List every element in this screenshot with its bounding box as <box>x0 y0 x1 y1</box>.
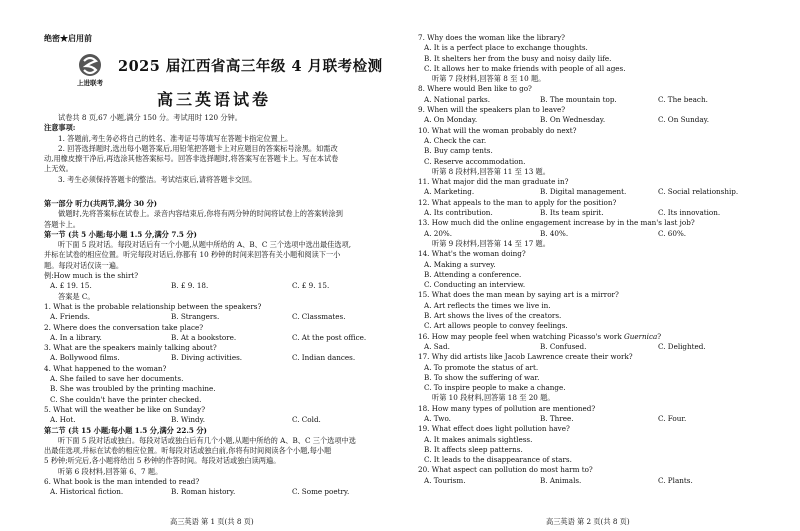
question-12: 12. What appeals to the man to apply for the position? <box>418 197 617 207</box>
option: A. Sad. <box>424 341 450 351</box>
note-line: 上无效。 <box>44 164 73 174</box>
q1-options <box>44 312 396 322</box>
option: A. Making a survey. <box>424 259 496 269</box>
listening-instruction: 听第 8 段材料,回答第 11 至 13 题。 <box>432 166 550 176</box>
option: C. The beach. <box>658 94 708 104</box>
option: C. She couldn't have the printer checked. <box>50 394 202 404</box>
q2-options <box>44 333 396 343</box>
question-4: 4. What happened to the woman? <box>44 363 167 373</box>
page-footer-left: 高三英语 第 1 页(共 8 页) <box>170 517 254 526</box>
option: A. Friends. <box>50 312 90 322</box>
q16-end: ? <box>657 331 662 341</box>
question-9: 9. When will the speakers plan to leave? <box>418 105 566 115</box>
option: C. Social relationship. <box>658 187 739 197</box>
option: C. Plants. <box>658 475 693 485</box>
question-2: 2. Where does the conversation take place? <box>44 322 204 332</box>
option: A. Two. <box>424 413 451 423</box>
option: C. At the post office. <box>292 332 367 342</box>
option: C. Some poetry. <box>292 487 350 497</box>
option: C. Reserve accommodation. <box>424 156 526 166</box>
section2-heading: 第二节 (共 15 小题;每小题 1.5 分,满分 22.5 分) <box>44 425 207 435</box>
option: B. Digital management. <box>540 187 627 197</box>
option: A. It makes animals sightless. <box>424 434 533 444</box>
q16-options <box>418 342 790 352</box>
section2-desc: 5 秒钟;听完后,各小题将给出 5 秒钟的作答时间。每段对话或独白读两遍。 <box>44 456 281 466</box>
example-question: 例:How much is the shirt? <box>44 271 139 281</box>
q12-options <box>418 208 790 218</box>
option: C. On Sunday. <box>658 115 710 125</box>
section1-desc: 并标在试卷的相应位置。听完每段对话后,你都有 10 秒钟的时间来回答有关小题和阅读下一小 <box>44 250 341 260</box>
option: B. Diving activities. <box>171 353 243 363</box>
question-6: 6. What book is the man intended to read? <box>44 477 200 487</box>
q9-options <box>418 115 790 125</box>
question-15: 15. What does the man mean by saying art is a mirror? <box>418 290 619 300</box>
section1-heading: 第一节 (共 5 小题;每小题 1.5 分,满分 7.5 分) <box>44 229 197 239</box>
q5-options <box>44 415 396 425</box>
listening-instruction: 听第 9 段材料,回答第 14 至 17 题。 <box>432 238 550 248</box>
option: B. £ 9. 18. <box>171 281 209 291</box>
q20-options <box>418 476 790 486</box>
q11-options <box>418 187 790 197</box>
option: A. Historical fiction. <box>50 487 124 497</box>
question-7: 7. Why does the woman like the library? <box>418 33 566 42</box>
option: B. At a bookstore. <box>171 332 237 342</box>
question-16 <box>418 332 790 342</box>
option: A. National parks. <box>424 94 490 104</box>
notes-heading: 注意事项: <box>44 123 76 133</box>
note-line: 1. 答题前,考生务必将自己的姓名、准考证号等填写在答题卡指定位置上。 <box>58 133 293 143</box>
q13-options <box>418 229 790 239</box>
option: C. Cold. <box>292 415 321 425</box>
question-14: 14. What's the woman doing? <box>418 249 526 259</box>
example-options <box>44 281 396 291</box>
option: A. Tourism. <box>424 475 466 485</box>
option: B. Animals. <box>540 475 582 485</box>
section1-desc: 题。每段对话仅读一遍。 <box>44 260 124 270</box>
option: B. She was troubled by the printing machine. <box>50 384 216 394</box>
option: B. On Wednesday. <box>540 115 606 125</box>
option: B. Roman history. <box>171 487 236 497</box>
question-17: 17. Why did artists like Jacob Lawrence create their work? <box>418 352 633 362</box>
option: A. It is a perfect place to exchange thoughts. <box>424 43 588 53</box>
option: A. £ 19. 15. <box>50 281 92 291</box>
option: A. Marketing. <box>424 187 475 197</box>
artwork-title: Guernica <box>623 331 658 341</box>
option: C. Art allows people to convey feelings. <box>424 321 568 331</box>
q3-options <box>44 353 396 363</box>
part1-desc: 做题时,先将答案标在试卷上。录音内容结束后,你将有两分钟的时间将试卷上的答案转涂到 <box>58 209 343 219</box>
option: A. Its contribution. <box>424 208 493 218</box>
option: B. It affects sleep patterns. <box>424 444 523 454</box>
option: C. Indian dances. <box>292 353 356 363</box>
option: B. Buy camp tents. <box>424 146 493 156</box>
option: B. To show the suffering of war. <box>424 372 540 382</box>
question-13: 13. How much did the online engagement increase by in the man's last job? <box>418 218 695 228</box>
option: B. Confused. <box>540 341 587 351</box>
question-19: 19. What effect does light pollution have? <box>418 424 570 434</box>
part1-heading: 第一部分 听力(共两节,满分 30 分) <box>44 199 158 208</box>
option: B. 40%. <box>540 228 569 238</box>
exam-info: 试卷共 8 页,67 小题,满分 150 分。考试用时 120 分钟。 <box>58 113 242 122</box>
option: B. Art shows the lives of the creators. <box>424 311 562 321</box>
option: B. Attending a conference. <box>424 269 522 279</box>
option: C. It allows her to make friends with people of all ages. <box>424 63 626 73</box>
q16-text: 16. How may people feel when watching Picasso's work <box>418 331 624 341</box>
publisher-logo-icon <box>74 52 106 88</box>
option: A. 20%. <box>424 228 453 238</box>
example-answer: 答案是 C。 <box>58 291 95 301</box>
note-line: 3. 考生必须保持答题卡的整洁。考试结束后,请将答题卡交回。 <box>58 174 257 184</box>
option: C. 60%. <box>658 228 687 238</box>
option: C. Four. <box>658 413 687 423</box>
question-1: 1. What is the probable relationship between the speakers? <box>44 301 262 311</box>
instructions-block <box>44 113 396 185</box>
question-10: 10. What will the woman probably do next? <box>418 125 577 135</box>
question-3: 3. What are the speakers mainly talking about? <box>44 343 217 353</box>
option: B. Three. <box>540 413 574 423</box>
section2-desc: 听下面 5 段对话或独白。每段对话或独白后有几个小题,从题中所给的 A、B、C 三个选项中选 <box>58 435 356 445</box>
question-11: 11. What major did the man graduate in? <box>418 177 569 187</box>
q8-options <box>418 95 790 105</box>
option: C. Conducting an interview. <box>424 280 526 290</box>
note-line: 2. 回答选择题时,选出每小题答案后,用铅笔把答题卡上对应题目的答案标号涂黑。如需改 <box>58 143 338 153</box>
question-5: 5. What will the weather be like on Sunday? <box>44 404 206 414</box>
logo-text: 上进联考 <box>77 79 103 87</box>
question-18: 18. How many types of pollution are mentioned? <box>418 403 596 413</box>
listening-instruction: 听第 10 段材料,回答第 18 至 20 题。 <box>432 393 555 403</box>
option: A. In a library. <box>50 332 102 342</box>
option: A. Hot. <box>50 415 76 425</box>
question-20: 20. What aspect can pollution do most harm to? <box>418 465 593 475</box>
option: B. Windy. <box>171 415 206 425</box>
listening-part <box>44 199 396 498</box>
listening-instruction: 听第 7 段材料,回答第 8 至 10 题。 <box>432 74 546 84</box>
option: B. Strangers. <box>171 312 220 322</box>
listening-instruction: 听第 6 段材料,回答第 6、7 题。 <box>58 466 163 476</box>
q18-options <box>418 414 790 424</box>
option: B. The mountain top. <box>540 94 617 104</box>
exam-title: 2025 届江西省高三年级 4 月联考检测 <box>118 58 383 75</box>
section2-desc: 出最佳选项,并标在试卷的相应位置。听每段对话或独白前,你将有时间阅读各个小题,每小题 <box>44 446 332 456</box>
option: C. It leads to the disappearance of stars. <box>424 455 572 465</box>
right-column <box>418 33 790 486</box>
option: C. Its innovation. <box>658 208 721 218</box>
option: A. To promote the status of art. <box>424 362 539 372</box>
option: A. Art reflects the times we live in. <box>424 300 551 310</box>
option: C. To inspire people to make a change. <box>424 383 566 393</box>
section1-desc: 听下面 5 段对话。每段对话后有一个小题,从题中所给的 A、B、C 三个选项中选出最佳选项, <box>58 240 352 250</box>
option: A. On Monday. <box>424 115 478 125</box>
option: A. She failed to save her documents. <box>50 374 184 384</box>
option: A. Bollywood films. <box>50 353 120 363</box>
option: A. Check the car. <box>424 135 487 145</box>
subject-title: 高三英语试卷 <box>157 90 272 109</box>
option: C. Delighted. <box>658 341 706 351</box>
option: C. £ 9. 15. <box>292 281 330 291</box>
option: B. Its team spirit. <box>540 208 604 218</box>
page-footer-right: 高三英语 第 2 页(共 8 页) <box>546 517 630 526</box>
part1-desc: 答题卡上。 <box>44 219 80 229</box>
question-8: 8. Where would Ben like to go? <box>418 84 532 94</box>
q6-options <box>44 487 396 497</box>
option: C. Classmates. <box>292 312 346 322</box>
option: B. It shelters her from the busy and noisy daily life. <box>424 53 612 63</box>
note-line: 动,用橡皮擦干净后,再选涂其他答案标号。回答非选择题时,将答案写在答题卡上。写在本试卷 <box>44 154 339 164</box>
confidential-mark: 绝密★启用前 <box>44 33 92 43</box>
